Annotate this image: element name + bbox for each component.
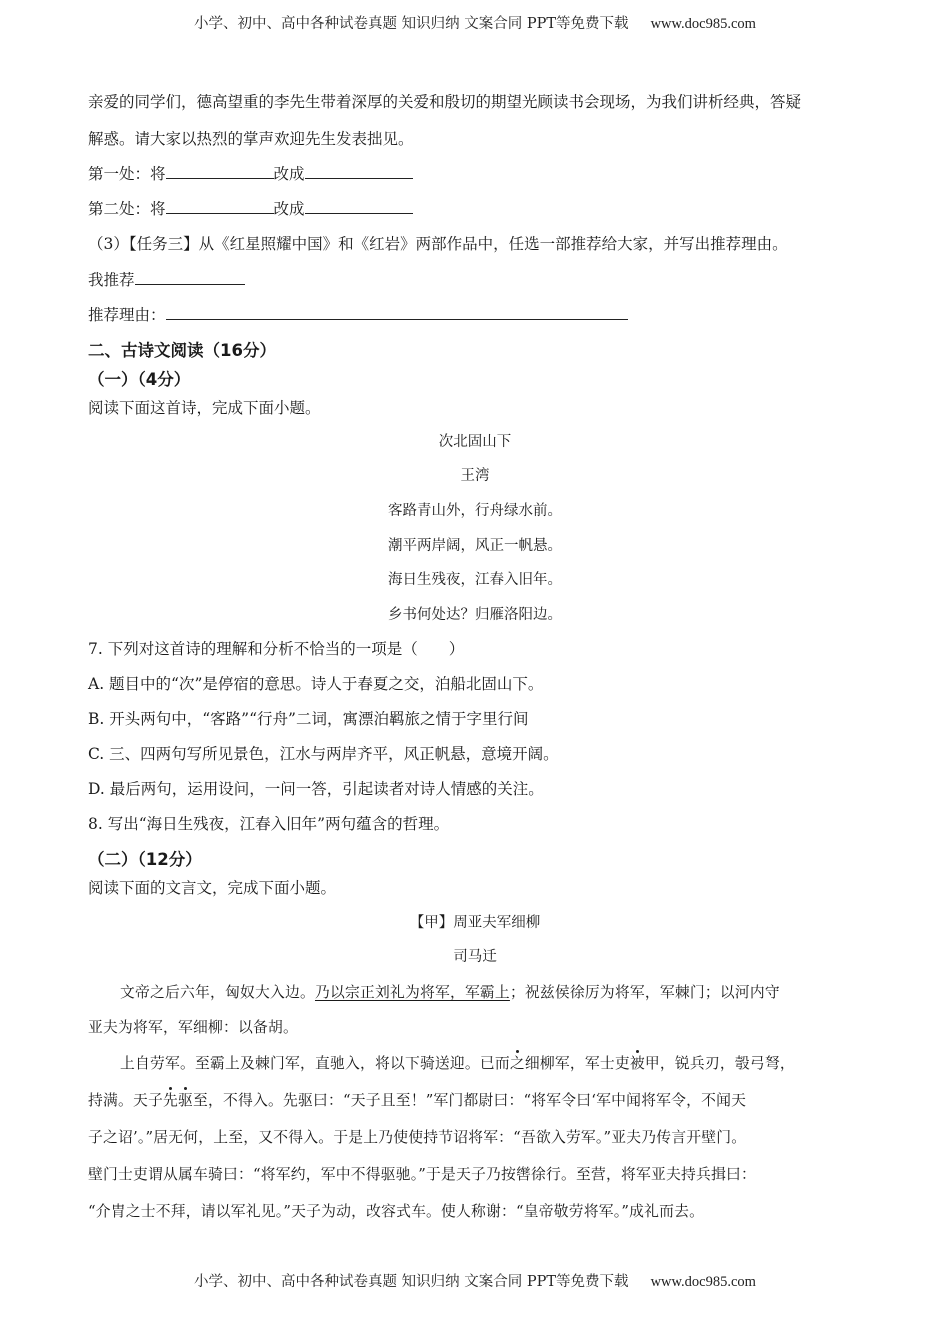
p1-text-b: ；祝兹侯徐厉为将军，军棘门；以河内守 [509,984,780,1001]
recommend-blank[interactable] [135,270,245,285]
p1-underlined-sentence: 乃以宗正刘礼为将军，军霸上 [314,984,510,1001]
poem-line: 乡书何处达？归雁洛阳边。 [388,607,562,623]
reason-blank[interactable] [166,305,628,320]
fix1-row [88,162,413,184]
q7-option-a[interactable]: A. 题目中的“次”是停宿的意思。诗人于春夏之交，泊船北固山下。 [88,675,544,693]
q8-stem: 8. 写出“海日生残夜，江春入旧年”两句蕴含的哲理。 [88,815,450,833]
q7-option-d[interactable]: D. 最后两句，运用设问，一问一答，引起读者对诗人情感的关注。 [88,780,544,798]
fix2-revised-blank[interactable] [305,199,413,214]
part1-intro: 阅读下面这首诗，完成下面小题。 [88,399,321,417]
task2-sentence-line2: 解惑。请大家以热烈的掌声欢迎先生发表拙见。 [88,130,414,148]
part2-intro: 阅读下面的文言文，完成下面小题。 [88,879,337,897]
passage-p2-line2 [88,1089,746,1110]
p2-text-b: 细柳军，军士吏 [524,1055,630,1072]
reason-label: 推荐理由： [88,306,166,324]
fix2-row [88,197,413,219]
passage-p1-line2: 亚夫为将军，军细柳：以备胡。 [88,1019,298,1036]
dotted-word: 被 [629,1055,645,1072]
fix2-original-blank[interactable] [166,199,274,214]
fix2-label: 第二处：将 [88,200,166,218]
fix1-label: 第一处：将 [88,165,166,183]
q7-option-c[interactable]: C. 三、四两句写所见景色，江水与两岸齐平，风正帆悬，意境开阔。 [88,745,559,763]
poem-line: 潮平两岸阔，风正一帆悬。 [388,538,562,554]
header-text: 小学、初中、高中各种试卷真题 知识归纳 文案合同 PPT等免费下载 [194,16,629,32]
fix1-original-blank[interactable] [166,164,274,179]
task3-prompt: （3）【任务三】从《红星照耀中国》和《红岩》两部作品中，任选一部推荐给大家，并写出推荐理由。 [88,235,788,253]
passage-p2-line4: 壁门士吏谓从属车骑曰：“将军约，军中不得驱驰。”于是天子乃按辔徐行。至营，将军亚夫持兵揖曰： [88,1166,756,1183]
q7-stem: 7. 下列对这首诗的理解和分析不恰当的一项是（ ） [88,640,465,658]
footer-text: 小学、初中、高中各种试卷真题 知识归纳 文案合同 PPT等免费下载 [194,1274,629,1290]
recommend-row [88,268,245,290]
passage-p2-line3: 子之诏’。”居无何，上至，又不得入。于是上乃使使持节诏将军：“吾欲入劳军。”亚夫乃传言开壁门。 [88,1129,747,1146]
task2-sentence-line1: 亲爱的同学们，德高望重的李先生带着深厚的关爱和殷切的期望光顾读书会现场，为我们讲析经典，答疑 [88,93,802,111]
q7-option-b[interactable]: B. 开头两句中，“客路”“行舟”二词，寓漂泊羁旅之情于字里行间 [88,710,529,728]
page-footer [0,1270,950,1291]
p2-line2-text-a: 持满。天子 [88,1092,163,1109]
dotted-word: 驱 [178,1092,193,1109]
page-header [0,12,950,33]
part2-title: （二）（12分） [88,850,202,869]
dotted-word: 先 [163,1092,178,1109]
footer-url[interactable]: www.doc985.com [650,1274,756,1290]
passage-author: 司马迁 [453,949,497,965]
p1-text-a: 文帝之后六年，匈奴大入边。 [120,984,315,1001]
passage-p1-line1 [120,981,780,1002]
poem-line: 客路青山外，行舟绿水前。 [388,503,562,519]
p2-text-c: 甲，锐兵刃，彀弓弩， [644,1055,795,1072]
fix2-change-label: 改成 [273,200,305,218]
p2-text-a: 上自劳军。至霸上及棘门军，直驰入，将以下骑送迎。已而 [120,1055,510,1072]
section2-title: 二、古诗文阅读（16分） [88,341,276,360]
poem-title: 次北固山下 [438,434,512,450]
passage-title: 【甲】周亚夫军细柳 [409,915,541,931]
passage-p2-line1 [120,1052,795,1073]
header-url[interactable]: www.doc985.com [650,16,756,32]
dotted-word: 之 [509,1055,525,1072]
recommend-label: 我推荐 [88,271,135,289]
poem-author: 王湾 [460,468,490,484]
passage-p2-line5: “介胄之士不拜，请以军礼见。”天子为动，改容式车。使人称谢：“皇帝敬劳将军。”成礼而去。 [88,1203,705,1220]
fix1-revised-blank[interactable] [305,164,413,179]
p2-line2-text-b: 至，不得入。先驱曰：“天子且至！”军门都尉曰：“将军令曰‘军中闻将军令，不闻天 [193,1092,747,1109]
reason-row [88,303,628,325]
poem-line: 海日生残夜，江春入旧年。 [388,572,562,588]
part1-title: （一）（4分） [88,370,191,389]
fix1-change-label: 改成 [273,165,305,183]
